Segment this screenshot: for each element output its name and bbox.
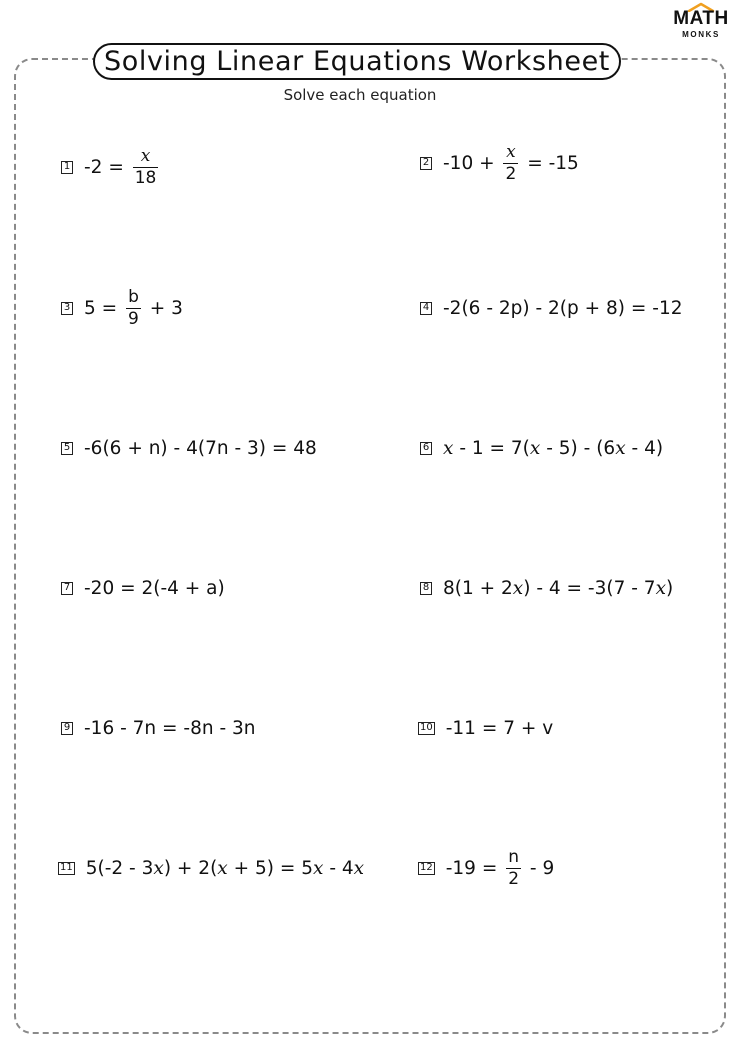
problem-number-5: 5 bbox=[61, 442, 73, 455]
denominator: 2 bbox=[508, 868, 520, 889]
fraction bbox=[503, 141, 518, 184]
equation-1 bbox=[84, 145, 161, 188]
numerator: x bbox=[140, 145, 151, 166]
equation-text: + 5) = 5 bbox=[227, 857, 314, 879]
equation-text: + 3 bbox=[143, 297, 183, 319]
problem-number-2: 2 bbox=[420, 157, 432, 170]
problem-number-12: 12 bbox=[420, 862, 433, 873]
equation-text: -2 = bbox=[84, 156, 130, 178]
equation-text: - 4 bbox=[323, 857, 354, 879]
problem-11 bbox=[58, 845, 364, 891]
problem-5 bbox=[61, 425, 317, 471]
variable: x bbox=[615, 437, 626, 459]
problem-number-10: 10 bbox=[420, 722, 433, 733]
denominator: 18 bbox=[134, 167, 157, 188]
equation-7: -20 = 2(-4 + a) bbox=[84, 577, 225, 599]
equation-text: - 1 = 7( bbox=[453, 437, 530, 459]
equation-text: -10 + bbox=[443, 152, 501, 174]
math-monks-logo bbox=[671, 8, 731, 44]
denominator: 9 bbox=[128, 308, 139, 329]
equation-text: ) - 4 = -3(7 - 7 bbox=[523, 577, 656, 599]
instructions: Solve each equation bbox=[283, 86, 437, 104]
variable: x bbox=[529, 437, 541, 459]
equation-4: -2(6 - 2p) - 2(p + 8) = -12 bbox=[443, 297, 683, 319]
equation-9: -16 - 7n = -8n - 3n bbox=[84, 717, 256, 739]
fraction bbox=[133, 145, 159, 188]
equation-text: - 5) - (6 bbox=[540, 437, 616, 459]
equation-text: 5 = bbox=[84, 297, 124, 319]
problem-number-11: 11 bbox=[60, 862, 73, 873]
problem-number-3: 3 bbox=[61, 302, 73, 315]
equation-text: 8(1 + 2 bbox=[443, 577, 513, 599]
page-title: Solving Linear Equations Worksheet bbox=[93, 43, 621, 80]
problem-2 bbox=[420, 140, 579, 186]
equation-2 bbox=[443, 141, 579, 184]
equation-text: = -15 bbox=[521, 152, 579, 174]
problem-number-4: 4 bbox=[420, 302, 432, 315]
variable: x bbox=[655, 577, 666, 599]
problem-6 bbox=[420, 425, 663, 471]
problem-9 bbox=[61, 705, 256, 751]
equation-3 bbox=[84, 286, 183, 329]
equation-6 bbox=[443, 438, 663, 459]
equation-text: 5(-2 - 3 bbox=[85, 857, 154, 879]
problem-1 bbox=[61, 144, 161, 190]
denominator: 2 bbox=[505, 163, 517, 184]
variable: x bbox=[353, 857, 365, 879]
numerator: b bbox=[128, 286, 139, 307]
equation-10: -11 = 7 + v bbox=[445, 717, 554, 739]
problem-3 bbox=[61, 285, 183, 331]
numerator: n bbox=[508, 846, 520, 867]
problem-number-1: 1 bbox=[61, 161, 73, 174]
problem-8 bbox=[420, 565, 673, 611]
problem-number-6: 6 bbox=[420, 442, 432, 455]
logo-monks-text: MONKS bbox=[682, 30, 720, 39]
problem-4 bbox=[420, 285, 683, 331]
equation-11 bbox=[86, 858, 364, 879]
variable: x bbox=[512, 577, 524, 599]
equation-text: -19 = bbox=[445, 857, 504, 879]
equation-text: ) + 2( bbox=[163, 857, 218, 879]
variable: x bbox=[443, 437, 454, 459]
numerator: x bbox=[506, 141, 516, 162]
equation-8 bbox=[443, 578, 673, 599]
problem-7 bbox=[61, 565, 225, 611]
problem-number-9: 9 bbox=[61, 722, 73, 735]
equation-text: - 9 bbox=[524, 857, 555, 879]
equation-12 bbox=[445, 846, 555, 889]
fraction bbox=[126, 286, 141, 329]
variable: x bbox=[313, 857, 324, 879]
equation-text: - 4) bbox=[625, 437, 664, 459]
equation-text: ) bbox=[666, 577, 674, 599]
problem-12 bbox=[418, 845, 554, 891]
equation-5: -6(6 + n) - 4(7n - 3) = 48 bbox=[84, 437, 317, 459]
problem-number-8: 8 bbox=[420, 582, 432, 595]
problem-number-7: 7 bbox=[61, 582, 73, 595]
variable: x bbox=[217, 857, 228, 879]
problem-10 bbox=[418, 705, 553, 751]
variable: x bbox=[153, 857, 164, 879]
logo-math-text: MATH bbox=[673, 8, 729, 29]
fraction bbox=[506, 846, 521, 889]
